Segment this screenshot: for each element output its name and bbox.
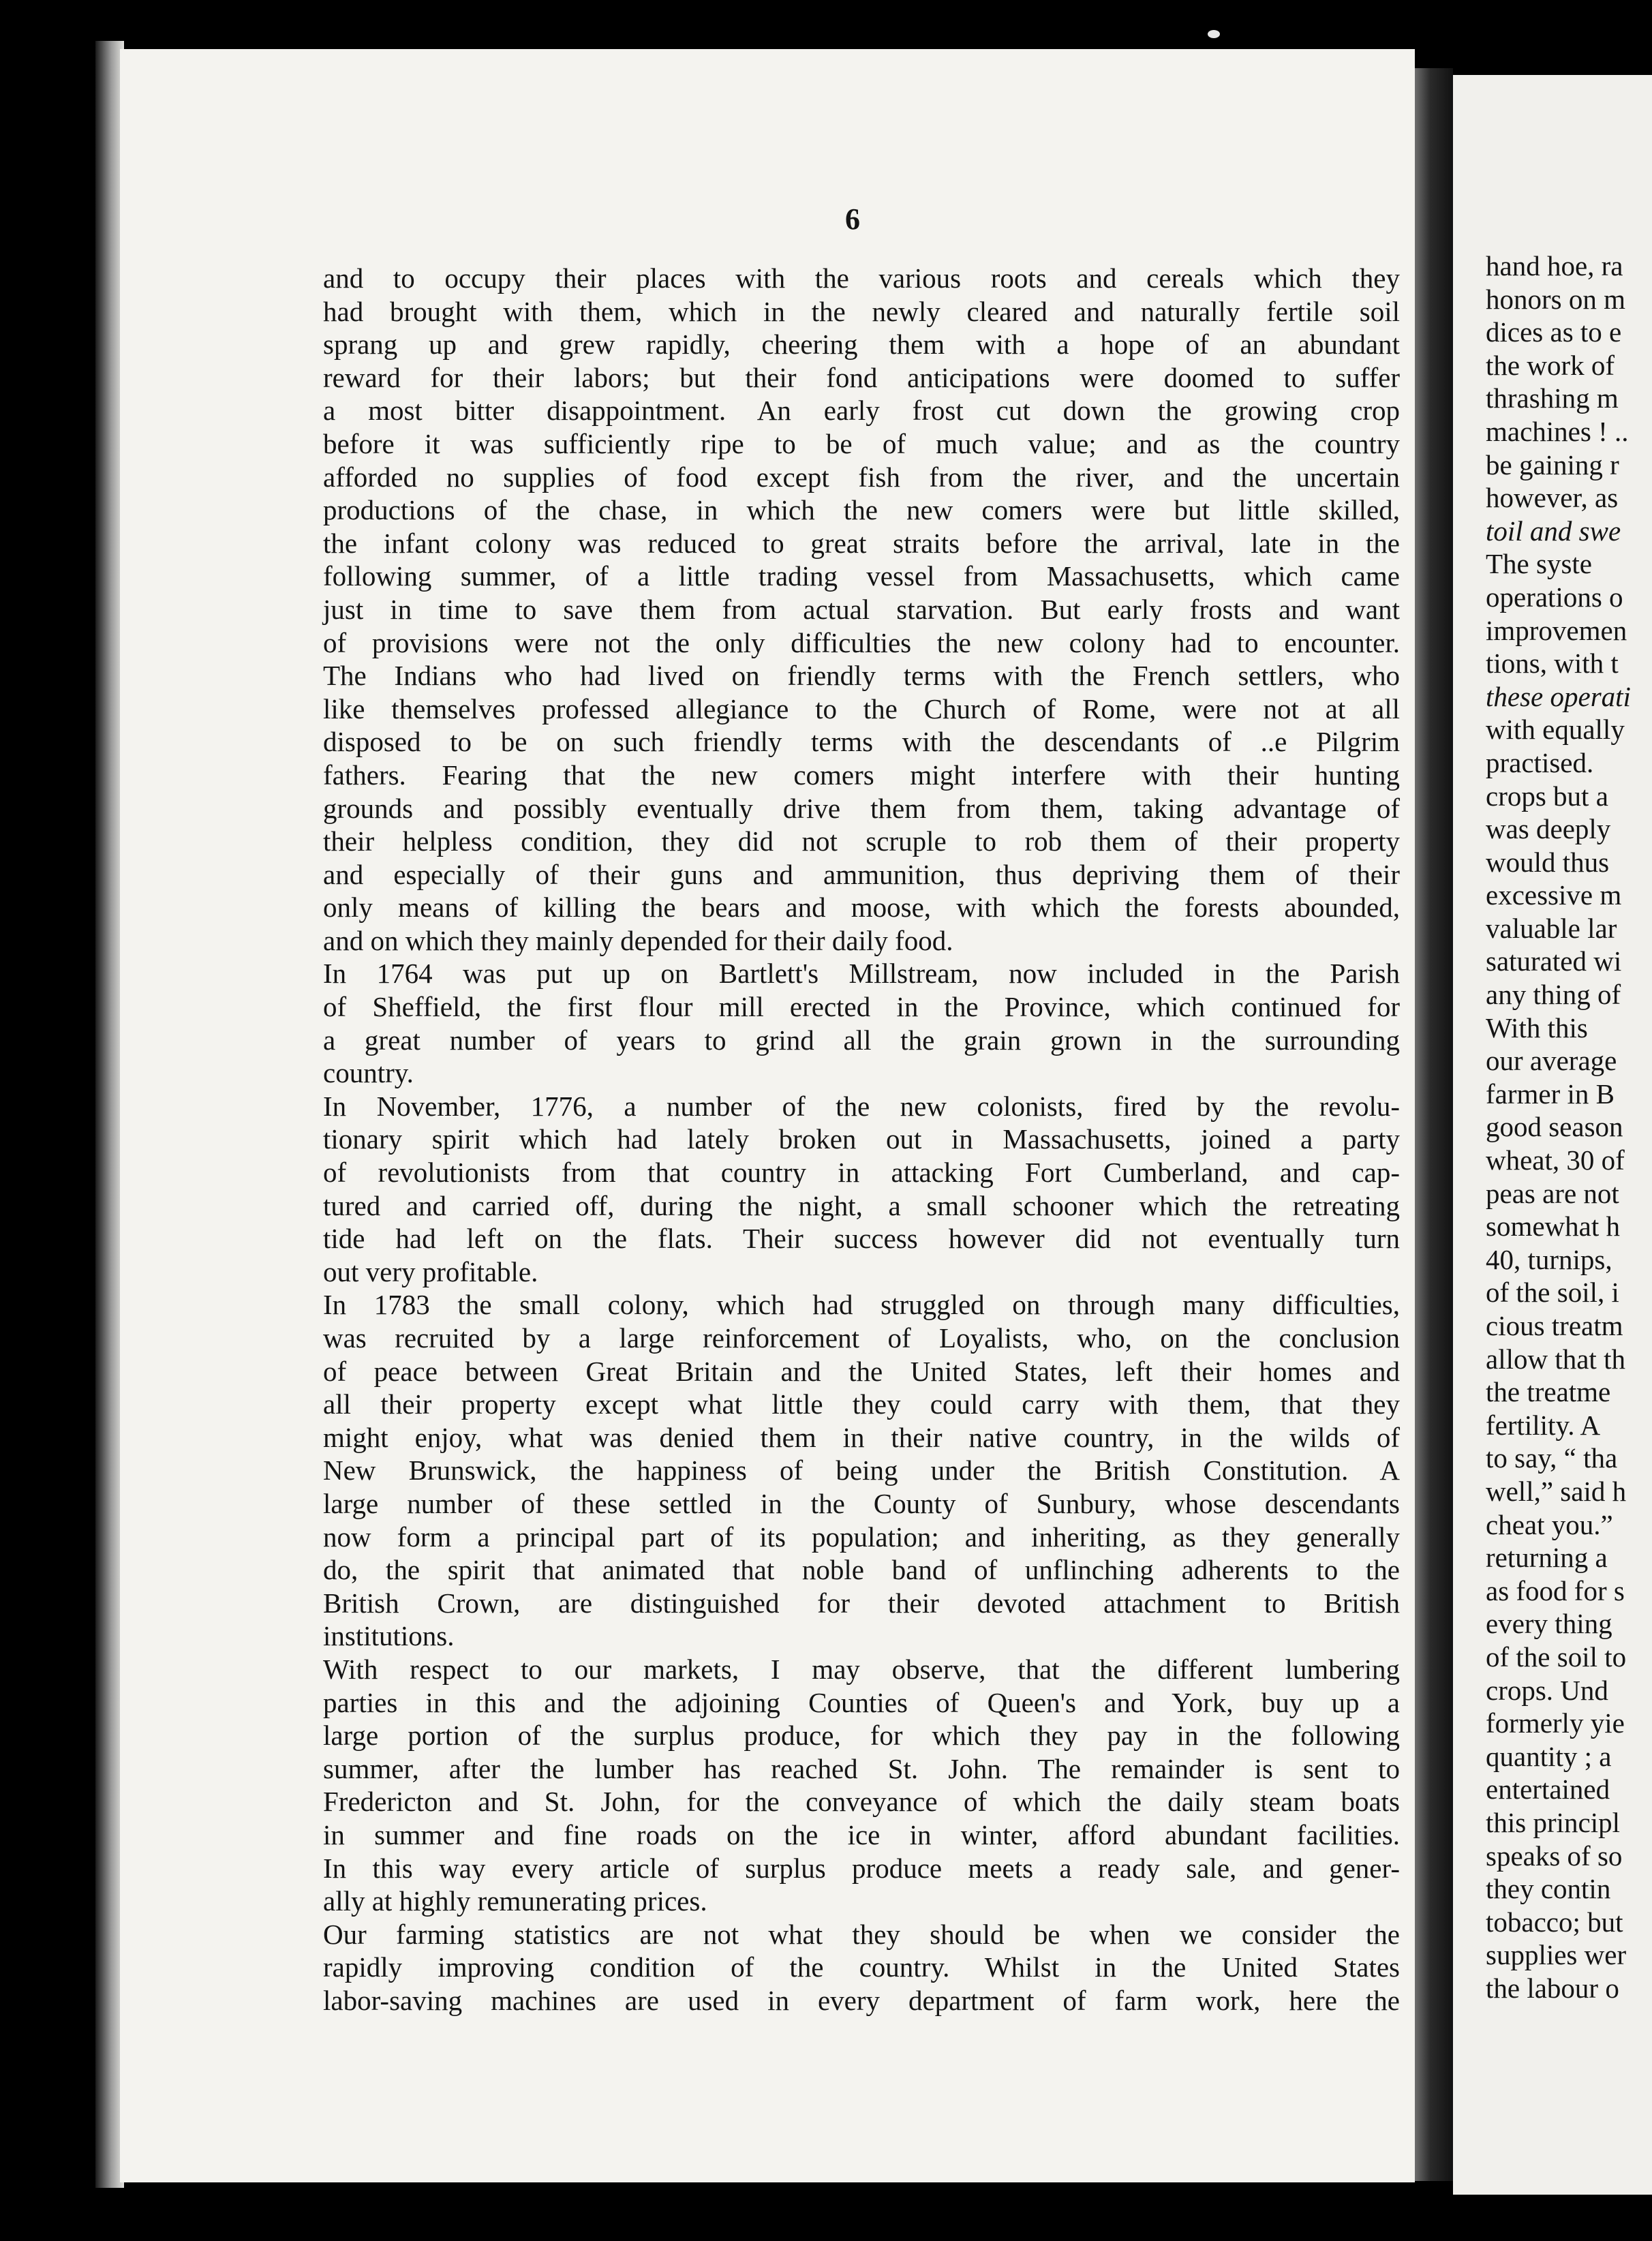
text-line: their helpless condition, they did not scruple to rob them of their property — [323, 825, 1400, 857]
scan-speck — [1208, 30, 1220, 38]
side-text-line: cious treatm — [1486, 1310, 1623, 1341]
side-text-line: the treatme — [1486, 1376, 1611, 1408]
side-text-line: to say, “ tha — [1486, 1442, 1618, 1474]
text-line: afforded no supplies of food except fish from the river, and the uncertain — [323, 461, 1400, 493]
side-text-line: operations o — [1486, 581, 1623, 613]
text-line: summer, after the lumber has reached St. John. The remainder is sent to — [323, 1752, 1400, 1784]
side-text-line: be gaining r — [1486, 448, 1619, 481]
text-line: In 1764 was put up on Bartlett's Millstream, now included in the Parish — [323, 958, 1400, 990]
side-text-line: dices as to e — [1486, 316, 1622, 348]
text-line: had brought with them, which in the newly cleared and naturally fertile soil — [323, 295, 1400, 327]
text-line: grounds and possibly eventually drive them from them, taking advantage of — [323, 792, 1400, 824]
side-text-line: every thing — [1486, 1608, 1612, 1640]
text-line: and especially of their guns and ammunition, thus depriving them of their — [323, 858, 1400, 890]
side-text-line: cheat you.” — [1486, 1508, 1613, 1540]
side-text-line: tobacco; but — [1486, 1906, 1623, 1938]
side-text-line: improvemen — [1486, 614, 1627, 646]
side-text-line: any thing of — [1486, 979, 1621, 1011]
text-line: tionary spirit which had lately broken out in Massachusetts, joined a party — [323, 1123, 1400, 1155]
side-text-line: the work of — [1486, 349, 1615, 381]
text-line: Our farming statistics are not what they should be when we consider the — [323, 1918, 1400, 1950]
text-line: sprang up and grew rapidly, cheering them with a hope of an abundant — [323, 329, 1400, 361]
side-text-line: formerly yie — [1486, 1707, 1625, 1739]
text-line: was recruited by a large reinforcement of Loyalists, who, on the conclusion — [323, 1322, 1400, 1354]
side-text-line: excessive m — [1486, 879, 1622, 911]
side-text-line: wheat, 30 of — [1486, 1144, 1625, 1176]
text-line: and to occupy their places with the various roots and cereals which they — [323, 262, 1400, 294]
side-text-line: they contin — [1486, 1873, 1611, 1905]
text-line: With respect to our markets, I may observe, that the different lumbering — [323, 1653, 1400, 1685]
side-text-line: saturated wi — [1486, 945, 1622, 977]
side-text-line: well,” said h — [1486, 1475, 1627, 1507]
text-line: like themselves professed allegiance to the Church of Rome, were not at all — [323, 692, 1400, 725]
side-text-line: machines ! .. — [1486, 415, 1629, 447]
side-text-line: however, as — [1486, 482, 1619, 514]
side-text-line: supplies wer — [1486, 1939, 1627, 1971]
text-line: tide had left on the flats. Their success however did not eventually turn — [323, 1223, 1400, 1255]
book-gutter — [1415, 68, 1453, 2181]
text-line: reward for their labors; but their fond anticipations were doomed to suffer — [323, 361, 1400, 393]
text-line: before it was sufficiently ripe to be of much value; and as the country — [323, 427, 1400, 459]
side-text-line: of the soil to — [1486, 1641, 1627, 1673]
side-text-line: With this — [1486, 1011, 1588, 1043]
side-text-line: crops. Und — [1486, 1674, 1608, 1706]
text-line: tured and carried off, during the night, a small schooner which the retreating — [323, 1189, 1400, 1221]
text-line: of peace between Great Britain and the United States, left their homes and — [323, 1355, 1400, 1387]
side-text-line: honors on m — [1486, 283, 1625, 315]
text-line: institutions. — [323, 1620, 455, 1652]
side-text-line: speaks of so — [1486, 1840, 1623, 1872]
text-line: following summer, of a little trading vessel from Massachusetts, which came — [323, 560, 1400, 592]
text-line: just in time to save them from actual starvation. But early frosts and want — [323, 593, 1400, 625]
side-text-line: with equally — [1486, 714, 1625, 746]
text-line: in summer and fine roads on the ice in winter, afford abundant facilities. — [323, 1818, 1400, 1850]
side-text-line: practised. — [1486, 746, 1594, 778]
text-line: all their property except what little they could carry with them, that they — [323, 1388, 1400, 1420]
text-line: rapidly improving condition of the country. Whilst in the United States — [323, 1951, 1400, 1983]
text-line: New Brunswick, the happiness of being under the British Constitution. A — [323, 1454, 1400, 1487]
side-text-line: as food for s — [1486, 1574, 1625, 1606]
side-text-line: 40, turnips, — [1486, 1243, 1612, 1275]
side-text-line: was deeply — [1486, 813, 1611, 845]
text-line: ally at highly remunerating prices. — [323, 1885, 707, 1917]
side-text-line: of the soil, i — [1486, 1277, 1619, 1309]
side-text-line: farmer in B — [1486, 1078, 1615, 1110]
text-line: large number of these settled in the County of Sunbury, whose descendants — [323, 1487, 1400, 1519]
text-line: British Crown, are distinguished for their devoted attachment to British — [323, 1587, 1400, 1619]
side-text-line: entertained — [1486, 1773, 1610, 1805]
text-line: of provisions were not the only difficulties the new colony had to encounter. — [323, 626, 1400, 658]
text-line: parties in this and the adjoining Counties of Queen's and York, buy up a — [323, 1686, 1400, 1718]
text-line: In 1783 the small colony, which had struggled on through many difficulties, — [323, 1289, 1400, 1321]
side-text-line: our average — [1486, 1045, 1617, 1077]
text-line: productions of the chase, in which the new comers were but little skilled, — [323, 494, 1400, 526]
text-line: out very profitable. — [323, 1255, 538, 1287]
text-line: the infant colony was reduced to great straits before the arrival, late in the — [323, 527, 1400, 559]
side-text-line: hand hoe, ra — [1486, 250, 1623, 281]
text-line: now form a principal part of its population; and inheriting, as they generally — [323, 1521, 1400, 1553]
side-text-line: returning a — [1486, 1542, 1608, 1574]
side-text-line: good season — [1486, 1111, 1623, 1143]
side-text-line: somewhat h — [1486, 1210, 1620, 1243]
side-text-line: these operati — [1486, 680, 1631, 712]
side-text-line: quantity ; a — [1486, 1740, 1612, 1772]
text-line: large portion of the surplus produce, for which they pay in the following — [323, 1720, 1400, 1752]
side-text-line: crops but a — [1486, 780, 1608, 812]
right-page-text — [1486, 249, 1631, 2004]
text-line: a most bitter disappointment. An early frost cut down the growing crop — [323, 395, 1400, 427]
text-line: and on which they mainly depended for their daily food. — [323, 924, 953, 956]
text-line: fathers. Fearing that the new comers might interfere with their hunting — [323, 759, 1400, 791]
main-text-block — [323, 262, 1400, 2017]
page-number: 6 — [845, 202, 860, 236]
text-line: labor-saving machines are used in every department of farm work, here the — [323, 1984, 1400, 2016]
side-text-line: the labour o — [1486, 1972, 1619, 2004]
text-line: The Indians who had lived on friendly terms with the French settlers, who — [323, 660, 1400, 692]
side-text-line: fertility. A — [1486, 1409, 1601, 1441]
text-line: of Sheffield, the first flour mill erected in the Province, which continued for — [323, 991, 1400, 1023]
text-line: only means of killing the bears and moose, with which the forests abounded, — [323, 891, 1400, 924]
text-line: country. — [323, 1057, 414, 1089]
side-text-line: peas are not — [1486, 1177, 1619, 1209]
text-line: a great number of years to grind all the grain grown in the surrounding — [323, 1024, 1400, 1056]
text-line: of revolutionists from that country in attacking Fort Cumberland, and cap- — [323, 1157, 1400, 1189]
text-line: do, the spirit that animated that noble band of unflinching adherents to the — [323, 1554, 1400, 1586]
text-line: Fredericton and St. John, for the conveyance of which the daily steam boats — [323, 1786, 1400, 1818]
side-text-line: allow that th — [1486, 1343, 1625, 1375]
text-line: In this way every article of surplus produce meets a ready sale, and gener- — [323, 1852, 1400, 1884]
side-text-line: thrashing m — [1486, 382, 1619, 414]
side-text-line: tions, with t — [1486, 647, 1619, 680]
text-line: In November, 1776, a number of the new colonists, fired by the revolu- — [323, 1090, 1400, 1122]
side-text-line: this principl — [1486, 1806, 1621, 1838]
text-line: disposed to be on such friendly terms with the descendants of ..e Pilgrim — [323, 726, 1400, 758]
side-text-line: toil and swe — [1486, 515, 1621, 547]
side-text-line: valuable lar — [1486, 912, 1617, 944]
text-line: might enjoy, what was denied them in their native country, in the wilds of — [323, 1421, 1400, 1453]
side-text-line: would thus — [1486, 846, 1610, 878]
side-text-line: The syste — [1486, 548, 1592, 580]
